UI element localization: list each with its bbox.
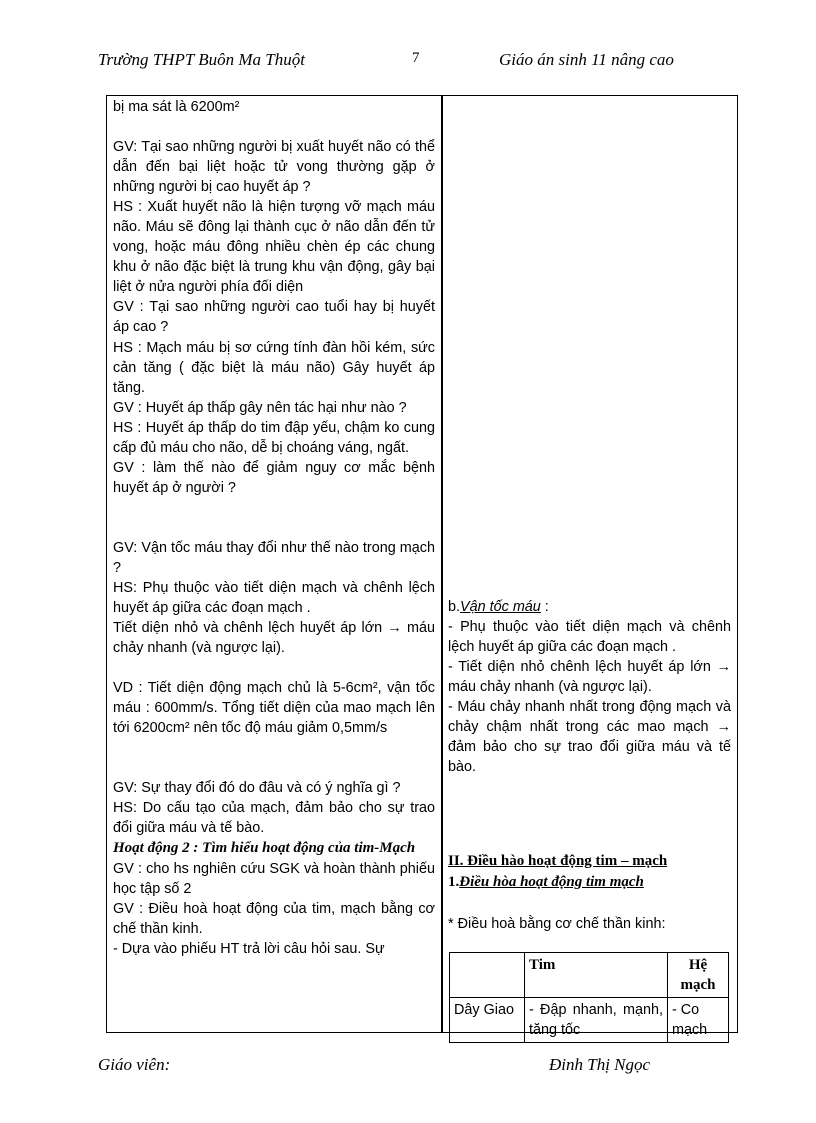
activity-heading: Hoạt động 2 : Tìm hiểu hoạt động của tim-Mạch bbox=[113, 840, 416, 857]
para: GV : cho hs nghiên cứu SGK và hoàn thành phiếu học tập số 2 bbox=[113, 860, 435, 897]
para: GV : Tại sao những người cao tuổi hay bị huyết áp cao ? bbox=[113, 299, 435, 336]
para: HS : Mạch máu bị sơ cứng tính đàn hồi kém, sức cản tăng ( đặc biệt là máu não) Gây huyết áp tăng. bbox=[113, 339, 435, 396]
regulation-table bbox=[449, 952, 729, 1043]
table-header-he-mach: Hệ mạch bbox=[668, 953, 729, 998]
spacer bbox=[113, 738, 435, 758]
velocity-section bbox=[448, 597, 731, 777]
para: HS: Do cấu tạo của mạch, đảm bảo cho sự trao đổi giữa máu và tế bào. bbox=[113, 800, 435, 837]
sub-heading bbox=[448, 874, 738, 891]
table-header-tim: Tim bbox=[525, 953, 668, 998]
velocity-point: - Phụ thuộc vào tiết diện mạch và chênh lệch huyết áp giữa các đoạn mạch . bbox=[448, 619, 731, 656]
para: Tiết diện nhỏ và chênh lệch huyết áp lớn → máu chảy nhanh (và ngược lại). bbox=[113, 620, 435, 657]
velocity-point: - Tiết diện nhỏ chênh lệch huyết áp lớn → máu chảy nhanh (và ngược lại). bbox=[448, 659, 731, 696]
para: GV: Vận tốc máu thay đổi như thế nào trong mạch ? bbox=[113, 539, 435, 576]
table-corner bbox=[450, 953, 525, 998]
sub-heading-text: Điều hòa hoạt động tim mạch bbox=[459, 874, 644, 890]
para: HS : Xuất huyết não là hiện tượng vỡ mạch máu não. Máu sẽ đông lại thành cục ở não dẫn đến tử vong, hoặc máu đông nhiều chèn ép các chung khu ở não đặc biệt là trung khu vận động, gây bại liệt ở nửa người phía đối diện bbox=[113, 199, 435, 296]
para: GV: Tại sao những người bị xuất huyết não có thể dẫn đến bại liệt hoặc tử vong thường gặp ở những người bị cao huyết áp ? bbox=[113, 139, 435, 196]
spacer bbox=[113, 498, 435, 518]
spacer bbox=[113, 758, 435, 778]
header-school: Trường THPT Buôn Ma Thuột bbox=[98, 50, 305, 69]
para: VD : Tiết diện động mạch chủ là 5-6cm², vận tốc máu : 600mm/s. Tổng tiết diện của mao mạch lên tới 6200cm² nên tốc độ máu giảm 0,5mm/s bbox=[113, 680, 435, 737]
sub-heading-prefix: 1. bbox=[448, 874, 460, 890]
footer-teacher-label: Giáo viên: bbox=[98, 1055, 171, 1074]
para: GV : làm thế nào để giảm nguy cơ mắc bệnh huyết áp ở người ? bbox=[113, 459, 435, 496]
neural-note bbox=[448, 914, 731, 934]
footer-teacher-name: Đinh Thị Ngọc bbox=[549, 1055, 651, 1074]
para: HS: Phụ thuộc vào tiết diện mạch và chênh lệch huyết áp giữa các đoạn mạch . bbox=[113, 579, 435, 617]
table-cell-he-mach: - Co mạch bbox=[668, 998, 729, 1043]
para: bị ma sát là 6200m² bbox=[113, 99, 240, 115]
para: GV : Điều hoà hoạt động của tim, mạch bằng cơ chế thần kinh. bbox=[113, 900, 435, 937]
velocity-title: Vận tốc máu bbox=[460, 599, 541, 615]
para: - Dựa vào phiếu HT trả lời câu hỏi sau. Sự bbox=[113, 940, 385, 957]
spacer bbox=[113, 658, 435, 678]
velocity-prefix: b. bbox=[448, 599, 461, 615]
para: HS : Huyết áp thấp do tim đập yếu, chậm ko cung cấp đủ máu cho não, dễ bị choáng váng, ngất. bbox=[113, 419, 435, 456]
section-heading bbox=[448, 853, 738, 870]
section-heading-text: II. Điều hào hoạt động tim – mạch bbox=[448, 853, 668, 869]
velocity-point: - Máu chảy nhanh nhất trong động mạch và chảy chậm nhất trong các mao mạch → đảm bảo cho sự trao đổi giữa máu và tế bào. bbox=[448, 699, 731, 776]
page-number: 7 bbox=[412, 50, 420, 66]
header-title: Giáo án sinh 11 nâng cao bbox=[499, 50, 674, 69]
para: GV: Sự thay đổi đó do đâu và có ý nghĩa gì ? bbox=[113, 780, 401, 797]
neural-note-text: * Điều hoà bằng cơ chế thần kinh: bbox=[448, 916, 666, 932]
teacher-student-column bbox=[113, 97, 435, 959]
table-row-label: Dây Giao bbox=[450, 998, 525, 1043]
para: GV : Huyết áp thấp gây nên tác hại như nào ? bbox=[113, 399, 407, 416]
spacer bbox=[113, 518, 435, 538]
column-divider bbox=[441, 95, 443, 1033]
velocity-suffix: : bbox=[540, 599, 549, 615]
table-cell-tim: - Đập nhanh, mạnh, tăng tốc bbox=[525, 998, 668, 1043]
velocity-heading bbox=[448, 597, 731, 617]
spacer bbox=[113, 117, 435, 137]
